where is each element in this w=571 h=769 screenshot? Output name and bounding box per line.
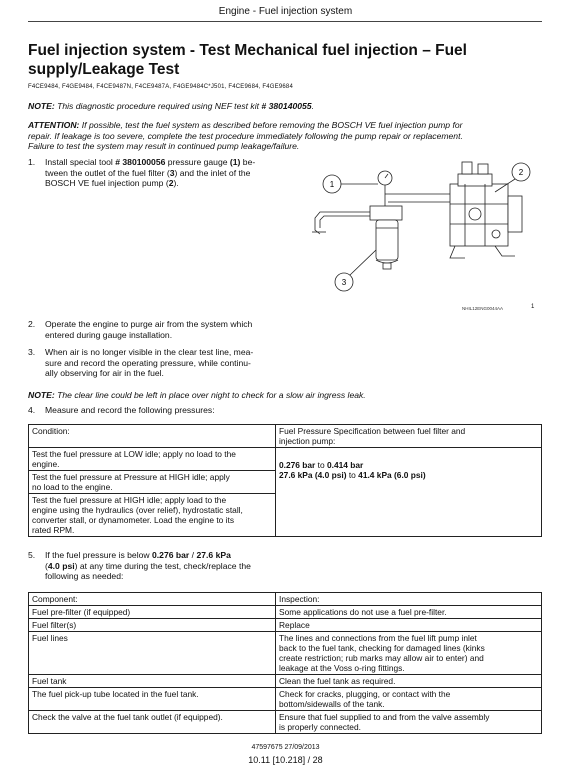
- step-3-line-3: ally observing for air in the fuel.: [45, 368, 164, 378]
- fuel-filter: [376, 220, 398, 260]
- condition-high-idle-load: Test the fuel pressure at HIGH idle; apply load to the engine using the hydraulics (over relief), hydrostatic stall, converter stall, or dynamometer. Load the engine to its rated RPM.: [29, 494, 276, 537]
- step-3-line-2: sure and record the operating pressure, while continu-: [45, 357, 251, 368]
- step-1-text-3a: BOSCH VE fuel injection pump (: [45, 178, 169, 188]
- callout-1-label: 1: [329, 180, 335, 189]
- inspection-cell: Clean the fuel tank as required.: [276, 675, 542, 688]
- attention-line-1: If possible, test the fuel system as described before removing the BOSCH VE fuel injection pump for: [79, 120, 463, 130]
- inspection-cell: Some applications do not use a fuel pre-filter.: [276, 606, 542, 619]
- step-1-number: 1.: [28, 157, 36, 167]
- inspection-table: [28, 592, 542, 734]
- component-cell: Fuel lines: [29, 632, 276, 675]
- title-line-2: supply/Leakage Test: [28, 61, 180, 78]
- header-rule: [28, 21, 542, 22]
- step-4-number: 4.: [28, 405, 36, 415]
- inspection-cell: Ensure that fuel supplied to and from the valve assembly is properly connected.: [276, 711, 542, 734]
- table-row: [29, 711, 542, 734]
- step-2-line-2: entered during gauge installation.: [45, 329, 173, 340]
- table-header-condition: Condition:: [29, 425, 276, 448]
- component-cell: Fuel tank: [29, 675, 276, 688]
- figure-code: NHIL12ENG0044AA: [462, 306, 504, 311]
- step-1-text-a: Install special tool: [45, 157, 116, 167]
- attention-line-2: repair. If leakage is too severe, complete the test procedure immediately following the pump repair or replacement.: [28, 130, 463, 141]
- table-header-row: [29, 593, 542, 606]
- step-1-tool: # 380100056: [115, 157, 166, 167]
- step-1-text-3c: ).: [173, 178, 179, 188]
- note-2-label: NOTE:: [28, 390, 55, 400]
- attention-line-3: Failure to test the system may result in continued pump leakage/failure.: [28, 141, 300, 151]
- step-2-number: 2.: [28, 319, 36, 329]
- step-4-text: Measure and record the following pressures:: [45, 405, 215, 415]
- component-cell: Fuel filter(s): [29, 619, 276, 632]
- condition-high-idle-no-load: Test the fuel pressure at Pressure at HIGH idle; apply no load to the engine.: [29, 471, 276, 494]
- table-header-row: [29, 425, 542, 448]
- component-cell: The fuel pick-up tube located in the fuel tank.: [29, 688, 276, 711]
- pressure-spec-table: [28, 424, 542, 537]
- table-row: [29, 675, 542, 688]
- note-test-kit: [28, 101, 542, 112]
- table-header-inspection: Inspection:: [276, 593, 542, 606]
- inspection-cell: The lines and connections from the fuel lift pump inlet back to the fuel tank, checking for damaged lines (kinks create restriction; rub marks may allow air to enter) and leakage at the Voss o-ring fittings.: [276, 632, 542, 675]
- figure-number: 1: [531, 304, 535, 310]
- note-2-text: The clear line could be left in place over night to check for a slow air ingress leak.: [54, 390, 366, 400]
- step-1-ref-1: (1): [229, 157, 241, 167]
- table-row: [29, 448, 542, 471]
- table-header-component: Component:: [29, 593, 276, 606]
- component-cell: Fuel pre-filter (if equipped): [29, 606, 276, 619]
- step-1-text-2a: tween the outlet of the fuel filter (: [45, 167, 170, 178]
- step-5-number: 5.: [28, 550, 36, 560]
- callout-3-label: 3: [341, 278, 347, 287]
- note-label: NOTE:: [28, 101, 55, 111]
- attention-label: ATTENTION:: [28, 120, 80, 130]
- model-list: F4CE9484, F4GE9484, F4CE9487N, F4CE9487A, F4GE9484C*J501, F4CE9684, F4GE9684: [28, 84, 294, 90]
- pressure-spec-value: 0.276 bar to 0.414 bar 27.6 kPa (4.0 psi) to 41.4 kPa (6.0 psi): [276, 448, 542, 537]
- table-header-spec: Fuel Pressure Specification between fuel filter and injection pump:: [276, 425, 542, 448]
- step-1-text-e: be-: [240, 157, 256, 167]
- step-1-ref-3: 3: [169, 167, 175, 178]
- step-1-ref-2: 2: [168, 178, 174, 188]
- step-3-line-1: When air is no longer visible in the clear test line, mea-: [45, 347, 254, 357]
- page-title: [28, 41, 538, 79]
- step-3-number: 3.: [28, 347, 36, 357]
- inspection-cell: Replace: [276, 619, 542, 632]
- table-row: [29, 606, 542, 619]
- table-row: [29, 619, 542, 632]
- note-end: .: [311, 101, 314, 111]
- fuel-system-diagram: [290, 154, 540, 314]
- step-2-line-1: Operate the engine to purge air from the system which: [45, 319, 253, 329]
- note-text: This diagnostic procedure required using NEF test kit: [54, 101, 262, 111]
- step-1-text-2c: ) and the inlet of the: [174, 167, 251, 178]
- footer-page-number: 10.11 [10.218] / 28: [248, 755, 323, 765]
- running-header: Engine - Fuel injection system: [218, 6, 353, 17]
- component-cell: Check the valve at the fuel tank outlet (if equipped).: [29, 711, 276, 734]
- filter-head: [370, 206, 402, 220]
- step-1-text-c: pressure gauge: [165, 157, 230, 167]
- condition-low-idle: Test the fuel pressure at LOW idle; apply no load to the engine.: [29, 448, 276, 471]
- note-clear-line: [28, 390, 542, 401]
- attention-block: [28, 120, 542, 152]
- footer-doc-number: 47597675 27/09/2013: [251, 744, 320, 751]
- note-kit-number: # 380140055: [261, 101, 312, 111]
- callout-2-label: 2: [518, 168, 524, 177]
- table-row: [29, 632, 542, 675]
- table-row: [29, 688, 542, 711]
- title-line-1: Fuel injection system - Test Mechanical fuel injection – Fuel: [28, 42, 467, 59]
- inspection-cell: Check for cracks, plugging, or contact with the bottom/sidewalls of the tank.: [276, 688, 542, 711]
